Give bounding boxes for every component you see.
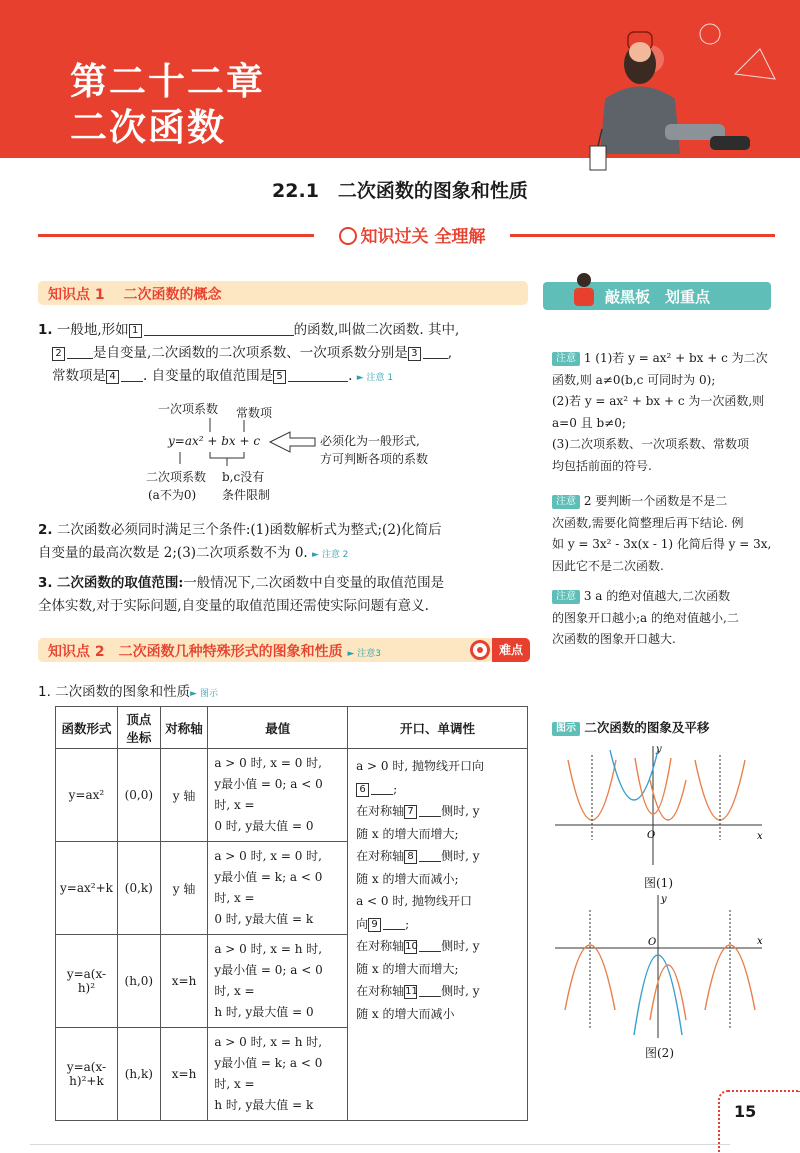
blank-5[interactable]: 5 — [273, 370, 286, 384]
figure-2-caption: 图(2) — [645, 1046, 674, 1060]
sidebar-note-3: 注意 3 a 的绝对值越大,二次函数 的图象开口越小;a 的绝对值越小,二 次函数的图象开口越大. — [552, 589, 739, 646]
note-tag: 注意 — [552, 495, 580, 509]
figure-title: 图示 二次函数的图象及平移 — [552, 718, 709, 736]
item3: 3. 二次函数的取值范围:一般情况下,二次函数中自变量的取值范围是 全体实数,对于实际问题,自变量的取值范围还需使实际问题有意义. — [38, 575, 445, 614]
blank-8[interactable]: 8 — [404, 850, 417, 864]
section-title: 22.1 二次函数的图象和性质 — [272, 180, 528, 202]
page-corner — [718, 1090, 800, 1153]
note-link-2[interactable]: ► 注意 2 — [312, 550, 349, 560]
table-row: y=a(x-h)² (h,0) x=h a > 0 时, x = h 时, y最小值 = 0; a < 0 时, x = h 时, y最大值 = 0 — [56, 935, 528, 1028]
sidebar-heading: 敲黑板 划重点 — [543, 282, 771, 310]
blank-10[interactable]: 10 — [405, 941, 418, 952]
table-subheading: 1. 二次函数的图象和性质► 图示 — [38, 684, 218, 700]
col-header: 函数形式 — [56, 707, 118, 749]
divider-left — [38, 234, 314, 237]
knowledge-bar: 知识过关 全理解 — [312, 222, 512, 247]
table-row: y=ax²+k (0,k) y 轴 a > 0 时, x = 0 时, y最小值 = k; a < 0 时, x = 0 时, y最大值 = k — [56, 842, 528, 935]
student-illustration — [560, 4, 800, 174]
col-header: 顶点坐标 — [117, 707, 160, 749]
page-number: 15 — [734, 1102, 757, 1121]
blank-6[interactable]: 6 — [356, 783, 369, 797]
figure-link[interactable]: ► 图示 — [190, 689, 218, 699]
figure-1 — [550, 740, 775, 870]
svg-text:O: O — [647, 830, 656, 841]
note-tag: 注意 — [552, 590, 580, 604]
col-header: 对称轴 — [160, 707, 208, 749]
svg-text:y: y — [656, 744, 662, 755]
kp1-heading: 知识点 1 二次函数的概念 — [38, 281, 528, 305]
note-link-1[interactable]: ► 注意 1 — [356, 373, 394, 383]
note-tag: 注意 — [552, 352, 580, 366]
svg-text:x: x — [757, 831, 763, 842]
blank-2[interactable]: 2 — [52, 347, 65, 361]
monotonic-cell: a > 0 时, 抛物线开口向 6 ; 在对称轴 7 侧时, y 随 x 的增大而增大; 在对称轴 8 侧时, y 随 x 的增大而减小; a < 0 时, 抛物线开口 向 9 ; 在对称轴10 侧时, y 随 x 的增大而增大; 在对称轴11 侧时, y 随 x 的增大而减小 — [348, 749, 528, 1121]
blank-11[interactable]: 11 — [405, 986, 418, 997]
table-row: y=ax² (0,0) y 轴 a > 0 时, x = 0 时, y最小值 = 0; a < 0 时, x = 0 时, y最大值 = 0 a > 0 时, 抛物线开口向 6 ; 在对称轴 7 侧时, y 随 x 的增大而增大; 在对称轴 8 侧时, y 随 x 的增大而减小; a < 0 时, 抛物线开口 向 9 ; 在对称轴10 侧时, y 随 x 的增大而增大; 在对称轴11 侧时, y 随 x 的增大而减小 — [56, 749, 528, 842]
properties-table — [55, 706, 528, 1121]
blank-1[interactable]: 1 — [129, 324, 142, 338]
divider-right — [510, 234, 775, 237]
kp2-heading: 知识点 2 二次函数几种特殊形式的图象和性质 ► 注意3 — [38, 638, 493, 662]
svg-text:x: x — [757, 936, 763, 947]
col-header: 开口、单调性 — [348, 707, 528, 749]
refresh-icon — [339, 227, 357, 245]
figure-tag: 图示 — [552, 722, 580, 736]
blank-3[interactable]: 3 — [408, 347, 421, 361]
target-icon — [470, 640, 490, 660]
item2: 2. 二次函数必须同时满足三个条件:(1)函数解析式为整式;(2)化简后 自变量的最高次数是 2;(3)二次项系数不为 0. ► 注意 2 — [38, 522, 442, 561]
figure-1-caption: 图(1) — [644, 876, 673, 890]
col-header: 最值 — [208, 707, 348, 749]
svg-text:O: O — [648, 937, 657, 948]
blank-4[interactable]: 4 — [106, 370, 119, 384]
blank-9[interactable]: 9 — [368, 918, 381, 932]
note-link-3[interactable]: ► 注意3 — [347, 649, 382, 659]
blank-7[interactable]: 7 — [404, 805, 417, 819]
teacher-icon — [566, 270, 602, 310]
chapter-title: 二次函数 — [70, 106, 226, 149]
svg-text:y: y — [661, 894, 667, 905]
sidebar-note-2: 注意 2 要判断一个函数是不是二 次函数,需要化简整理后再下结论. 例 如 y = 3x² - 3x(x - 1) 化简后得 y = 3x, 因此它不是二次函数. — [552, 494, 772, 573]
chapter-banner — [0, 0, 800, 158]
footer-line — [30, 1144, 730, 1145]
item1: 1. 一般地,形如 1 的函数,叫做二次函数. 其中, 2 是自变量,二次函数的二次项系数、一次项系数分别是 3 , 常数项是 4 . 自变量的取值范围是 5 . ► 注意 1 — [38, 322, 460, 384]
table-row: y=a(x-h)²+k (h,k) x=h a > 0 时, x = h 时, y最小值 = k; a < 0 时, x = h 时, y最大值 = k — [56, 1028, 528, 1121]
figure-2 — [550, 890, 775, 1040]
difficulty-badge: 难点 — [492, 638, 530, 662]
chapter-number: 第二十二章 — [70, 60, 265, 103]
standard-form-diagram: 一次项系数 常数项 y=ax² + bx + c 必须化为一般形式, 方可判断各项的系数 二次项系数 (a不为0) b,c没有 条件限制 — [140, 398, 480, 508]
sidebar-note-1: 注意 1 (1)若 y = ax² + bx + c 为二次 函数,则 a≠0(b,c 可同时为 0); (2)若 y = ax² + bx + c 为一次函数,则 a=0 且 b≠0; (3)二次项系数、一次项系数、常数项 均包括前面的符号. — [552, 351, 768, 473]
